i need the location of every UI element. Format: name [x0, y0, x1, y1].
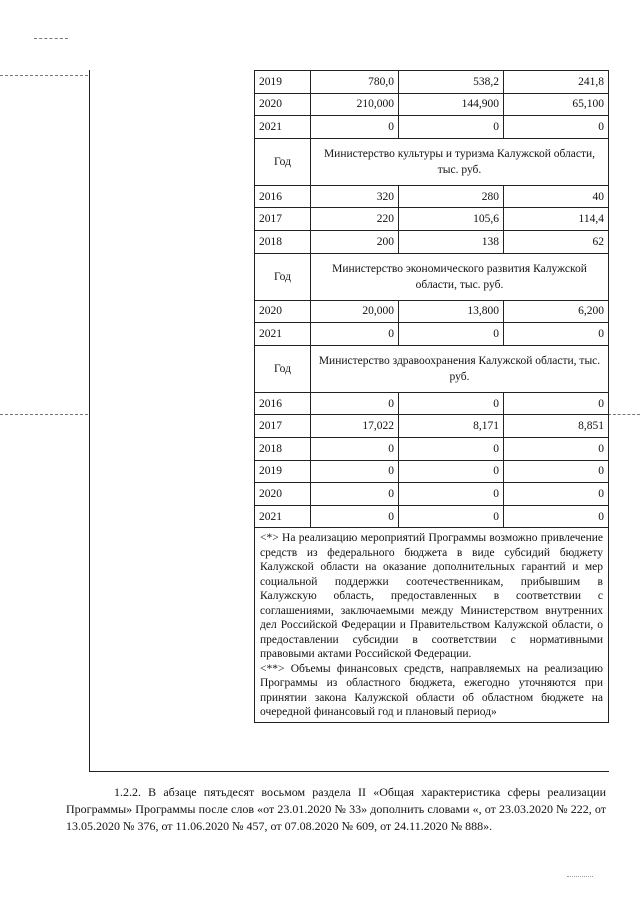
regional-cell: 0 [504, 323, 609, 346]
financing-table-body [255, 71, 609, 528]
notes-row [255, 528, 609, 723]
scan-mark-left-upper [0, 75, 88, 76]
ministry-title: Министерство здравоохранения Калужской области, тыс. руб. [311, 345, 609, 392]
federal-cell: 0 [399, 437, 504, 460]
table-row [255, 392, 609, 415]
regional-cell: 0 [504, 437, 609, 460]
federal-cell: 8,171 [399, 415, 504, 438]
ministry-title: Министерство экономического развития Калужской области, тыс. руб. [311, 253, 609, 300]
federal-cell: 538,2 [399, 71, 504, 94]
regional-cell: 0 [504, 460, 609, 483]
federal-cell: 0 [399, 483, 504, 506]
table-row [255, 208, 609, 231]
federal-cell: 280 [399, 185, 504, 208]
federal-cell: 0 [399, 505, 504, 528]
table-row [255, 71, 609, 94]
table-row [255, 483, 609, 506]
federal-cell: 138 [399, 230, 504, 253]
regional-cell: 0 [504, 116, 609, 139]
regional-cell: 0 [504, 392, 609, 415]
year-header: Год [255, 253, 311, 300]
amendment-paragraph: 1.2.2. В абзаце пятьдесят восьмом раздела II «Общая характеристика сферы реализации Программы» Программы после слов «от 23.01.2020 № 33» дополнить словами «, от 23.03.2020 № 222, от 13.05.2020 № 376, от 11.06.2020 № 457, от 07.08.2020 № 609, от 24.11.2020 № 888». [66, 785, 606, 833]
total-cell: 17,022 [311, 415, 399, 438]
total-cell: 210,000 [311, 93, 399, 116]
regional-cell: 241,8 [504, 71, 609, 94]
notes-cell [255, 528, 609, 723]
table-row [255, 185, 609, 208]
federal-cell: 13,800 [399, 300, 504, 323]
total-cell: 20,000 [311, 300, 399, 323]
ministry-header-row [255, 138, 609, 185]
scan-mark-bottom-right [567, 876, 593, 877]
year-cell: 2018 [255, 437, 311, 460]
total-cell: 0 [311, 392, 399, 415]
financing-table [254, 70, 609, 723]
total-cell: 0 [311, 437, 399, 460]
total-cell: 220 [311, 208, 399, 231]
total-cell: 780,0 [311, 71, 399, 94]
year-cell: 2020 [255, 483, 311, 506]
year-cell: 2021 [255, 116, 311, 139]
year-cell: 2017 [255, 208, 311, 231]
table-row [255, 230, 609, 253]
ministry-title: Министерство культуры и туризма Калужской области, тыс. руб. [311, 138, 609, 185]
regional-cell: 40 [504, 185, 609, 208]
table-row [255, 505, 609, 528]
year-cell: 2020 [255, 300, 311, 323]
year-cell: 2019 [255, 71, 311, 94]
federal-cell: 105,6 [399, 208, 504, 231]
year-cell: 2019 [255, 460, 311, 483]
total-cell: 320 [311, 185, 399, 208]
regional-cell: 65,100 [504, 93, 609, 116]
year-cell: 2021 [255, 323, 311, 346]
total-cell: 0 [311, 460, 399, 483]
federal-cell: 0 [399, 323, 504, 346]
federal-cell: 0 [399, 116, 504, 139]
federal-cell: 144,900 [399, 93, 504, 116]
scan-mark-right [608, 414, 640, 415]
outer-table-bottom-border [89, 771, 609, 772]
year-cell: 2020 [255, 93, 311, 116]
year-cell: 2018 [255, 230, 311, 253]
total-cell: 0 [311, 323, 399, 346]
scan-mark-left-lower [0, 414, 88, 415]
total-cell: 0 [311, 483, 399, 506]
total-cell: 200 [311, 230, 399, 253]
regional-cell: 6,200 [504, 300, 609, 323]
regional-cell: 114,4 [504, 208, 609, 231]
ministry-header-row [255, 253, 609, 300]
regional-cell: 62 [504, 230, 609, 253]
year-header: Год [255, 138, 311, 185]
regional-cell: 8,851 [504, 415, 609, 438]
table-row [255, 437, 609, 460]
year-cell: 2017 [255, 415, 311, 438]
regional-cell: 0 [504, 483, 609, 506]
federal-cell: 0 [399, 460, 504, 483]
outer-table-left-border [89, 70, 90, 771]
year-header: Год [255, 345, 311, 392]
regional-cell: 0 [504, 505, 609, 528]
year-cell: 2016 [255, 185, 311, 208]
total-cell: 0 [311, 116, 399, 139]
note-regional-funds: <**> Объемы финансовых средств, направляемых на реализацию Программы из областного бюджета, ежегодно уточняются при принятии закона Калужской области об областном бюджете на очередной финансовый год и плановый период» [260, 662, 603, 719]
ministry-header-row [255, 345, 609, 392]
table-row [255, 300, 609, 323]
total-cell: 0 [311, 505, 399, 528]
table-row [255, 460, 609, 483]
table-row [255, 93, 609, 116]
scan-mark-top [34, 38, 68, 39]
table-row [255, 116, 609, 139]
note-federal-funds: <*> На реализацию мероприятий Программы возможно привлечение средств из федерального бюджета в виде субсидий бюджету Калужской области на оказание дополнительных гарантий и мер социальной поддержки соотечественникам, прибывшим в Калужскую область, предоставленных в соответствии с соглашениями, заключаемыми между Министерством внутренних дел Российской Федерации и Правительством Калужской области, о предоставлении субсидии в соответствии с нормативными правовыми актами Российской Федерации. [260, 532, 603, 661]
year-cell: 2021 [255, 505, 311, 528]
year-cell: 2016 [255, 392, 311, 415]
table-row [255, 415, 609, 438]
table-row [255, 323, 609, 346]
federal-cell: 0 [399, 392, 504, 415]
